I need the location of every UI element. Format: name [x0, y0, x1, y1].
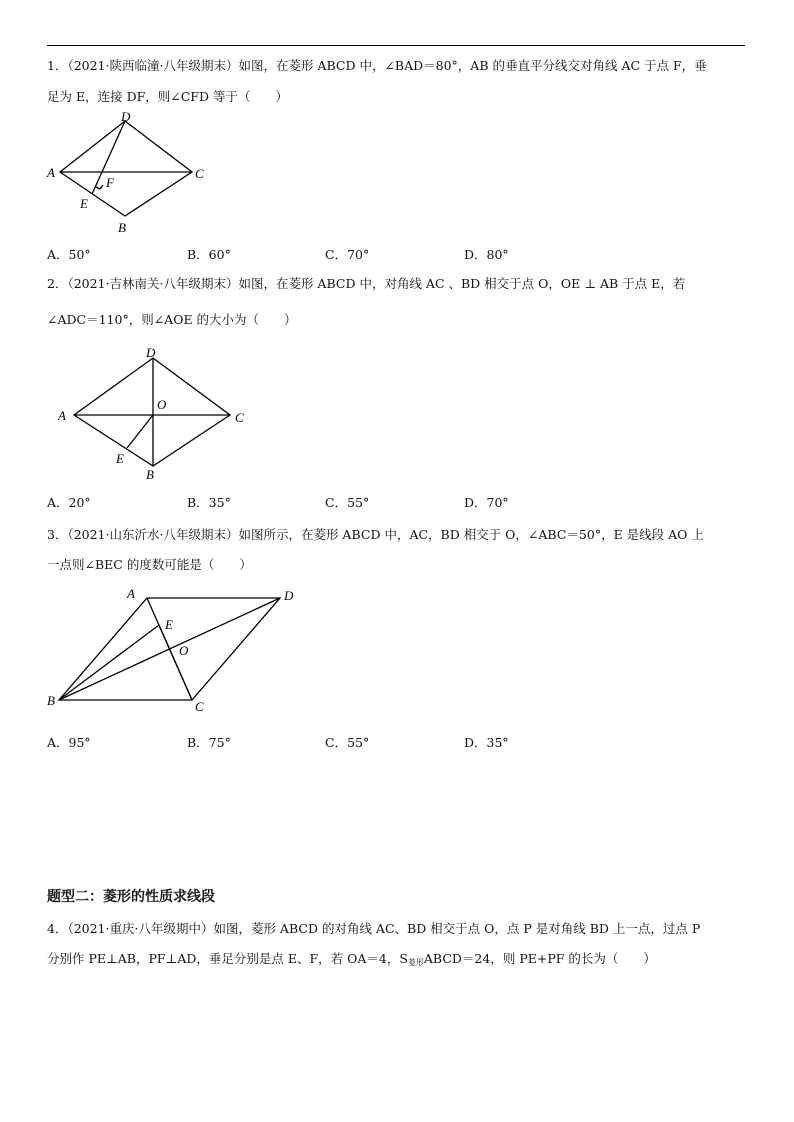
q1-options — [47, 245, 647, 263]
q3-label-o: O — [179, 643, 189, 658]
q2-label-o: O — [157, 397, 167, 412]
q1-perp-bisector — [92, 172, 102, 194]
q2-label-d: D — [146, 345, 156, 360]
q1-option-d[interactable]: D．80° — [464, 247, 509, 262]
q1-label-c: C — [195, 166, 204, 181]
q1-option-c[interactable]: C．70° — [325, 247, 370, 262]
q2-figure — [55, 343, 255, 483]
section-title: 题型二：菱形的性质求线段 — [47, 889, 215, 905]
q3-options — [47, 733, 647, 751]
q3-option-b[interactable]: B．75° — [187, 735, 231, 750]
q2-rhombus — [74, 358, 230, 466]
q4-text-line1: 4．（2021·重庆·八年级期中）如图，菱形 ABCD 的对角线 AC、BD 相交于点 O，点 P 是对角线 BD 上一点，过点 P — [47, 921, 701, 936]
q3-option-a[interactable]: A．95° — [47, 735, 91, 750]
q1-option-b[interactable]: B．60° — [187, 247, 231, 262]
q2-option-c[interactable]: C．55° — [325, 495, 370, 510]
q3-option-d[interactable]: D．35° — [464, 735, 509, 750]
q1-label-b: B — [118, 220, 126, 235]
q1-figure — [45, 108, 215, 238]
q2-text-line1: 2．（2021·吉林南关·八年级期末）如图，在菱形 ABCD 中，对角线 AC 、BD 相交于点 O，OE ⊥ AB 于点 E，若 — [47, 276, 686, 291]
q2-option-a[interactable]: A．20° — [47, 495, 91, 510]
q1-text-line2: 足为 E，连接 DF，则∠CFD 等于（ ） — [47, 89, 288, 104]
q4-text-line2-a: 分别作 PE⊥AB，PF⊥AD，垂足分别是点 E、F，若 OA＝4，S — [47, 951, 408, 966]
q1-label-a: A — [47, 165, 55, 180]
q3-line-be — [59, 625, 159, 700]
q3-text-line2: 一点则∠BEC 的度数可能是（ ） — [47, 557, 252, 572]
q3-line-ec — [159, 625, 192, 700]
q4-text-line2 — [47, 950, 747, 972]
q3-text-line1: 3．（2021·山东沂水·八年级期末）如图所示，在菱形 ABCD 中，AC，BD 相交于 O，∠ABC＝50°，E 是线段 AO 上 — [47, 527, 704, 542]
top-rule — [47, 45, 745, 46]
q3-label-c: C — [195, 699, 204, 714]
q2-option-b[interactable]: B．35° — [187, 495, 231, 510]
q4-text-line2-b: ABCD＝24，则 PE+PF 的长为（ ） — [423, 951, 656, 966]
q2-options — [47, 493, 647, 511]
q2-text-line2: ∠ADC＝110°，则∠AOE 的大小为（ ） — [47, 312, 297, 327]
q1-right-angle-mark-2 — [100, 185, 103, 189]
q4-subscript: 菱形 — [407, 958, 424, 967]
q2-label-c: C — [235, 410, 244, 425]
q2-option-d[interactable]: D．70° — [464, 495, 509, 510]
q1-label-e: E — [80, 196, 88, 211]
q3-label-b: B — [47, 693, 55, 708]
q2-line-oe — [127, 415, 153, 448]
q2-label-a: A — [58, 408, 66, 423]
q3-label-a: A — [127, 586, 135, 601]
q3-option-c[interactable]: C．55° — [325, 735, 370, 750]
q1-line-df — [102, 121, 125, 172]
q3-figure — [45, 583, 305, 718]
q3-label-e: E — [165, 617, 173, 632]
q1-right-angle-mark-1 — [96, 187, 100, 189]
q1-text-line1: 1．（2021·陕西临潼·八年级期末）如图，在菱形 ABCD 中，∠BAD＝80°，AB 的垂直平分线交对角线 AC 于点 F，垂 — [47, 58, 707, 73]
q1-label-f: F — [106, 175, 114, 190]
q2-label-b: B — [146, 467, 154, 482]
q1-option-a[interactable]: A．50° — [47, 247, 91, 262]
q2-label-e: E — [116, 451, 124, 466]
q3-label-d: D — [284, 588, 294, 603]
q1-label-d: D — [121, 109, 131, 124]
